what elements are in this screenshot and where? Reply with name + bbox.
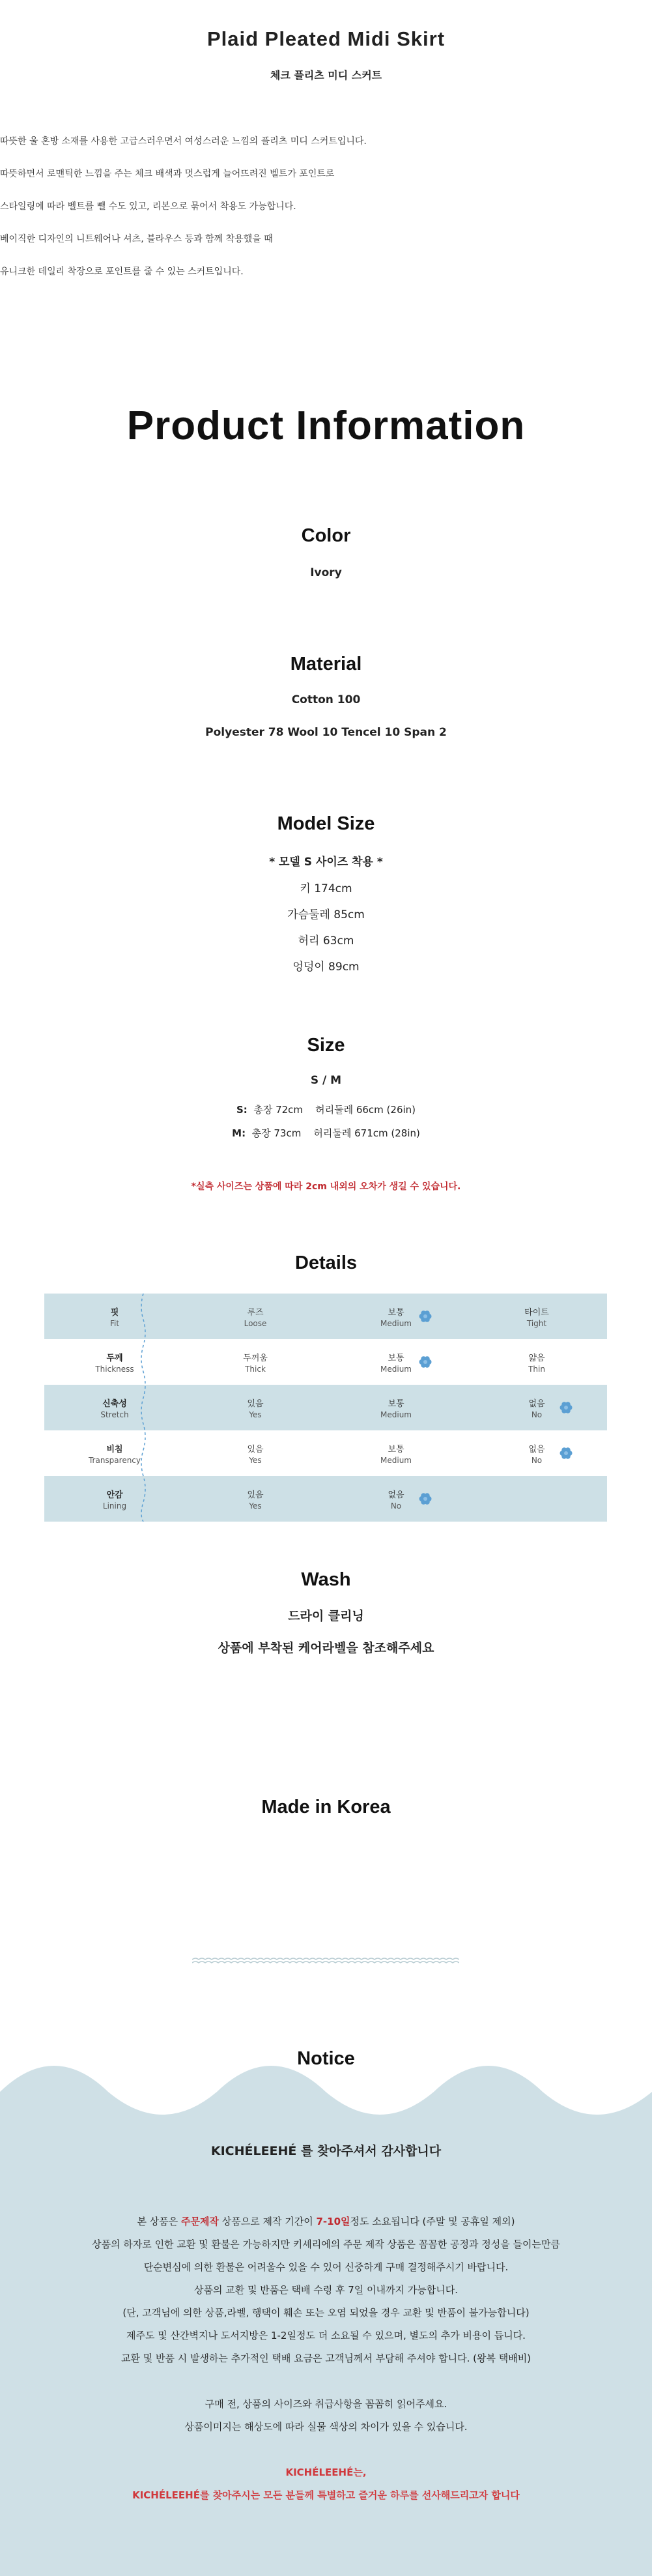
model-size-heading: Model Size	[277, 813, 375, 834]
size-row-length: 총장 72cm	[253, 1104, 304, 1116]
notice-highlight: 주문제작	[181, 2216, 220, 2227]
details-option-en: Tight	[526, 1318, 547, 1328]
details-option-ko: 없음	[528, 1444, 545, 1454]
selected-flower-icon	[418, 1355, 432, 1369]
details-option	[185, 1430, 326, 1476]
details-label-ko: 비침	[106, 1444, 123, 1454]
details-option-en: Thick	[245, 1364, 266, 1374]
size-row-label: M:	[232, 1127, 246, 1139]
details-option	[466, 1430, 607, 1476]
notice-line: 제주도 및 산간벽지나 도서지방은 1-2일정도 더 소요될 수 있으며, 별도의 추가 비용이 듭니다.	[126, 2330, 526, 2341]
size-heading: Size	[307, 1035, 345, 1056]
details-option-ko: 타이트	[524, 1307, 549, 1318]
notice-thanks: KICHÉLEEHÉ 를 찾아주셔서 감사합니다	[210, 2144, 442, 2158]
notice-line: (단, 고객님에 의한 상품,라벨, 행택이 훼손 또는 오염 되었을 경우 교환 및 반품이 불가능합니다)	[122, 2307, 530, 2319]
details-option-en: Yes	[249, 1410, 262, 1419]
selected-flower-icon	[559, 1446, 573, 1460]
details-option-en: Yes	[249, 1501, 262, 1511]
details-row-label	[44, 1385, 185, 1430]
material-line-1: Cotton 100	[291, 693, 361, 706]
notice-line-production	[0, 2214, 652, 2228]
details-label-ko: 핏	[110, 1307, 119, 1318]
size-row-length: 총장 73cm	[251, 1127, 302, 1139]
details-row	[44, 1339, 607, 1385]
selected-flower-icon	[418, 1309, 432, 1324]
details-row	[44, 1385, 607, 1430]
notice-line: 상품의 교환 및 반품은 택배 수령 후 7일 이내까지 가능합니다.	[194, 2284, 458, 2296]
details-option-ko: 있음	[247, 1444, 264, 1454]
size-row-waist: 허리둘레 671cm (28in)	[313, 1127, 420, 1139]
description-line: 베이직한 디자인의 니트웨어나 셔츠, 블라우스 등과 함께 착용했을 때	[0, 234, 273, 244]
model-size-line: 허리 63cm	[298, 934, 354, 948]
details-label-en: Lining	[102, 1501, 127, 1511]
details-option	[326, 1339, 466, 1385]
details-option-en: Medium	[380, 1410, 412, 1419]
details-option-en: Medium	[380, 1318, 412, 1328]
details-option	[185, 1385, 326, 1430]
notice-text: 상품으로 제작 기간이	[219, 2216, 317, 2227]
notice-brand-line: KICHÉLEEHÉ는,	[285, 2467, 367, 2478]
details-option-ko: 있음	[247, 1490, 264, 1500]
details-option-ko: 두꺼움	[243, 1353, 268, 1363]
wave-divider	[192, 1956, 459, 1965]
notice-brand-message: KICHÉLEEHÉ를 찾아주시는 모든 분들께 특별하고 즐거운 하루를 선사해드리고자 합니다	[132, 2489, 520, 2501]
details-label-ko: 두께	[106, 1353, 123, 1363]
notice-text: 본 상품은	[137, 2216, 182, 2227]
model-size-line: 엉덩이 89cm	[292, 961, 360, 974]
size-options: S / M	[310, 1074, 342, 1087]
details-option-ko: 없음	[388, 1490, 404, 1500]
product-information-heading: Product Information	[126, 403, 526, 448]
size-row-s	[0, 1103, 652, 1116]
notice-line: 상품의 하자로 인한 교환 및 환불은 가능하지만 키셰리에의 주문 제작 상품은 꼼꼼한 공정과 정성을 들이는만큼	[92, 2238, 560, 2250]
details-option	[466, 1339, 607, 1385]
details-option-en: Loose	[244, 1318, 267, 1328]
notice-text: 정도 소요됩니다 (주말 및 공휴일 제외)	[350, 2216, 515, 2227]
description-line: 따뜻한 울 혼방 소재를 사용한 고급스러우면서 여성스러운 느낌의 플리츠 미디 스커트입니다.	[0, 136, 367, 147]
details-option	[326, 1476, 466, 1522]
origin-label: Made in Korea	[261, 1797, 391, 1817]
material-heading: Material	[290, 654, 362, 674]
details-row-label	[44, 1430, 185, 1476]
details-row	[44, 1294, 607, 1339]
details-option	[326, 1430, 466, 1476]
details-option	[466, 1294, 607, 1339]
description-line: 따뜻하면서 로맨틱한 느낌을 주는 체크 배색과 멋스럽게 늘어뜨려진 벨트가 포인트로	[0, 169, 335, 179]
details-option	[185, 1339, 326, 1385]
notice-highlight: 7-10일	[316, 2216, 350, 2227]
details-option	[185, 1476, 326, 1522]
details-option-en: Medium	[380, 1364, 412, 1374]
details-option	[326, 1294, 466, 1339]
details-table	[44, 1294, 607, 1522]
size-row-m	[0, 1126, 652, 1140]
details-label-en: Fit	[109, 1318, 120, 1328]
details-label-en: Stretch	[100, 1410, 129, 1419]
details-label-en: Transparency	[88, 1455, 141, 1465]
details-option-en: Medium	[380, 1455, 412, 1465]
size-notice: *실측 사이즈는 상품에 따라 2cm 내외의 오차가 생길 수 있습니다.	[191, 1181, 461, 1192]
wash-line-2: 상품에 부착된 케어라벨을 참조해주세요	[218, 1641, 434, 1655]
details-row-label	[44, 1476, 185, 1522]
details-label-en: Thickness	[95, 1364, 134, 1374]
product-title-ko: 체크 플리츠 미디 스커트	[270, 69, 382, 81]
details-row	[44, 1476, 607, 1522]
details-option-ko: 얇음	[528, 1353, 545, 1363]
details-row-label	[44, 1339, 185, 1385]
description-line: 스타일링에 따라 벨트를 뺄 수도 있고, 리본으로 묶어서 착용도 가능합니다.	[0, 201, 296, 212]
details-option-en: No	[531, 1455, 543, 1465]
description-line: 유니크한 데일리 착장으로 포인트를 줄 수 있는 스커트입니다.	[0, 267, 244, 277]
size-row-label: S:	[236, 1104, 248, 1116]
notice-line: 교환 및 반품 시 발생하는 추가적인 택배 요금은 고객님께서 부담해 주셔야 합니다. (왕복 택배비)	[120, 2352, 532, 2364]
details-row	[44, 1430, 607, 1476]
color-value: Ivory	[310, 566, 342, 579]
details-heading: Details	[294, 1252, 358, 1273]
notice-line: 구매 전, 상품의 사이즈와 취급사항을 꼼꼼히 읽어주세요.	[205, 2398, 447, 2410]
model-size-line: 키 174cm	[300, 882, 352, 895]
details-option-en: No	[390, 1501, 402, 1511]
notice-line: 상품이미지는 해상도에 따라 실물 색상의 차이가 있을 수 있습니다.	[184, 2421, 468, 2433]
model-size-note: * 모델 S 사이즈 착용 *	[269, 856, 383, 869]
details-label-ko: 안감	[106, 1490, 123, 1500]
details-option-en: No	[531, 1410, 543, 1419]
model-size-line: 가슴둘레 85cm	[287, 908, 365, 921]
details-option	[326, 1385, 466, 1430]
product-title-en: Plaid Pleated Midi Skirt	[206, 27, 446, 50]
notice-line: 단순변심에 의한 환불은 어려울수 있을 수 있어 신중하게 구매 결정해주시기 바랍니다.	[143, 2261, 509, 2273]
details-option-ko: 보통	[388, 1444, 404, 1454]
details-divider	[138, 1294, 149, 1522]
material-line-2: Polyester 78 Wool 10 Tencel 10 Span 2	[205, 726, 447, 739]
selected-flower-icon	[418, 1492, 432, 1506]
details-label-ko: 신축성	[102, 1398, 127, 1409]
details-option-ko: 보통	[388, 1353, 404, 1363]
details-option-ko: 있음	[247, 1398, 264, 1409]
notice-heading: Notice	[297, 2048, 355, 2069]
details-option	[466, 1385, 607, 1430]
details-option-en: Yes	[249, 1455, 262, 1465]
selected-flower-icon	[559, 1400, 573, 1415]
details-option	[185, 1294, 326, 1339]
details-option-ko: 없음	[528, 1398, 545, 1409]
details-option-ko: 보통	[388, 1307, 404, 1318]
wash-line-1: 드라이 클리닝	[288, 1609, 364, 1623]
details-row-label	[44, 1294, 185, 1339]
color-heading: Color	[301, 525, 351, 546]
size-row-waist: 허리둘레 66cm (26in)	[315, 1104, 416, 1116]
details-option-ko: 보통	[388, 1398, 404, 1409]
wash-heading: Wash	[301, 1569, 351, 1590]
details-option-en: Thin	[528, 1364, 545, 1374]
details-option-ko: 루즈	[247, 1307, 264, 1318]
